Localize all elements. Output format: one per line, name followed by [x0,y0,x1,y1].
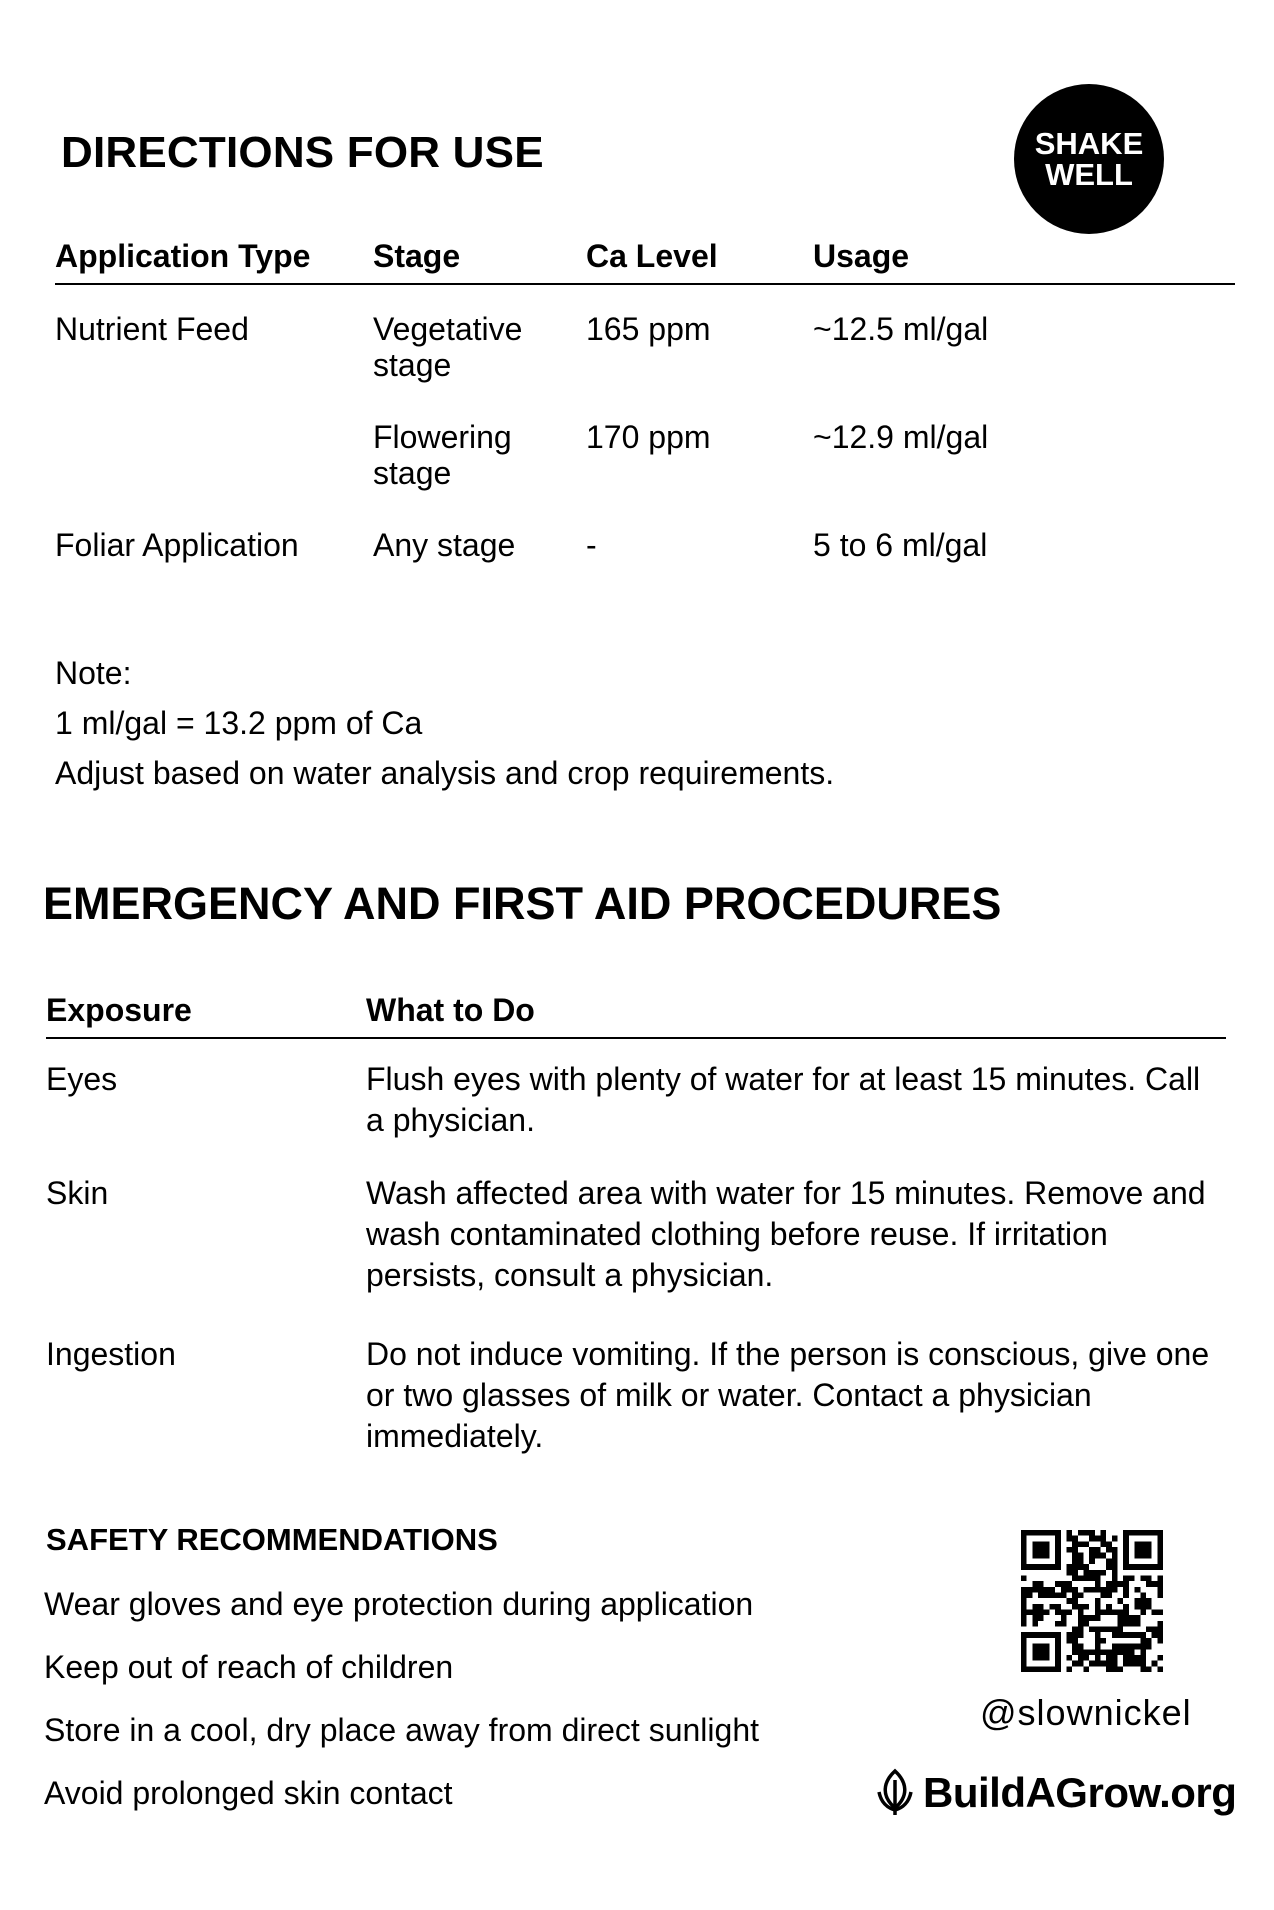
note-line-1: 1 ml/gal = 13.2 ppm of Ca [55,705,423,741]
badge-line-2: WELL [1045,157,1133,192]
table-row [46,1141,1226,1296]
badge-line-1: SHAKE [1034,126,1144,161]
header-application-type: Application Type [55,238,373,284]
header-stage: Stage [373,238,586,284]
emergency-table [46,992,1226,1457]
usage: ~12.9 ml/gal [813,419,989,455]
brand-name: BuildAGrow.org [923,1769,1237,1816]
list-item: Avoid prolonged skin contact [44,1775,453,1811]
brand-logo [875,1768,1236,1818]
table-row [46,1296,1226,1457]
application-type [55,383,373,491]
exposure: Eyes [46,1061,118,1097]
header-exposure: Exposure [46,992,366,1038]
note-block [55,648,834,798]
table-row [46,1038,1226,1141]
table-row [55,284,1235,383]
directions-header-row [55,238,1235,284]
list-item: Keep out of reach of children [44,1649,454,1685]
qr-code-icon[interactable] [1021,1530,1163,1672]
safety-list [44,1584,759,1836]
usage: ~12.5 ml/gal [813,311,989,347]
directions-table [55,238,1235,563]
table-row [55,491,1235,563]
header-usage: Usage [813,238,1235,284]
usage: 5 to 6 ml/gal [813,527,988,563]
stage: Flowering stage [373,419,512,491]
action: Wash affected area with water for 15 minutes. Remove and wash contaminated clothing before reuse. If irritation persists, consult a physician. [366,1175,1206,1293]
directions-title: DIRECTIONS FOR USE [61,128,544,177]
social-handle: @slownickel [980,1692,1192,1733]
ca-level: - [586,527,597,563]
application-type: Nutrient Feed [55,311,249,347]
ca-level: 165 ppm [586,311,711,347]
emergency-title: EMERGENCY AND FIRST AID PROCEDURES [43,878,1002,929]
note-label: Note: [55,655,132,691]
exposure: Ingestion [46,1336,176,1372]
leaf-logo-icon [875,1768,915,1818]
emergency-header-row [46,992,1226,1038]
action: Do not induce vomiting. If the person is conscious, give one or two glasses of milk or water. Contact a physician immediately. [366,1336,1210,1454]
list-item: Store in a cool, dry place away from direct sunlight [44,1712,759,1748]
shake-well-badge [1014,84,1164,234]
stage: Any stage [373,527,516,563]
action: Flush eyes with plenty of water for at least 15 minutes. Call a physician. [366,1061,1201,1138]
application-type: Foliar Application [55,527,299,563]
table-row [55,383,1235,491]
header-what-to-do: What to Do [366,992,1226,1038]
list-item: Wear gloves and eye protection during application [44,1586,754,1622]
ca-level: 170 ppm [586,419,711,455]
exposure: Skin [46,1175,109,1211]
note-line-2: Adjust based on water analysis and crop requirements. [55,755,835,791]
safety-title: SAFETY RECOMMENDATIONS [46,1522,498,1557]
stage: Vegetative stage [373,311,523,383]
header-ca-level: Ca Level [586,238,813,284]
